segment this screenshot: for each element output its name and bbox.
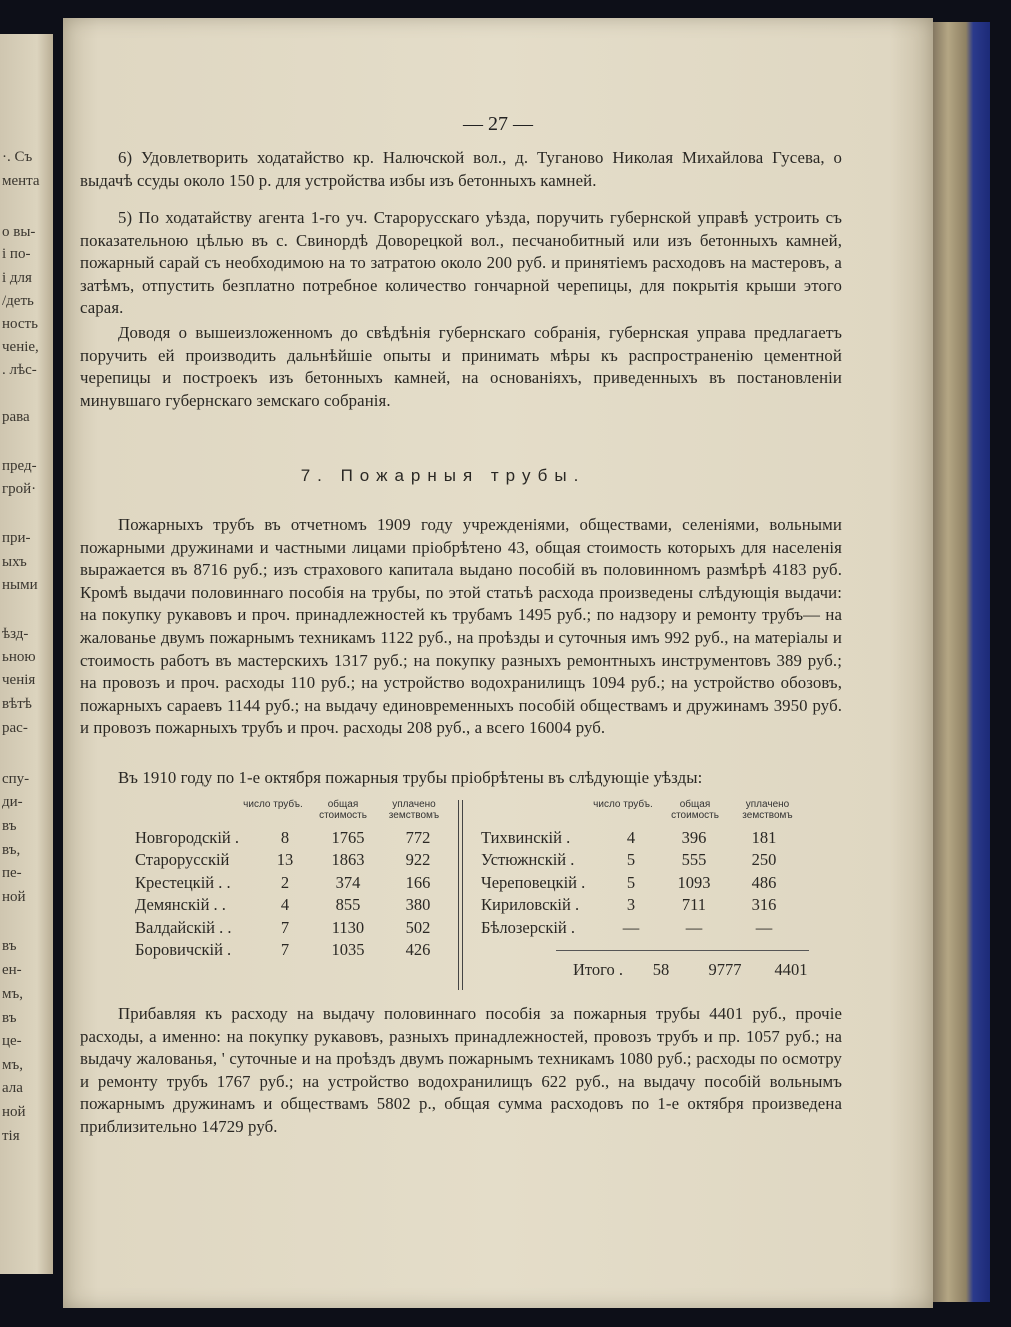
left-page-fragment: і для — [2, 270, 32, 286]
left-page-fragment: въ — [2, 1010, 17, 1026]
left-page-fragment: ала — [2, 1080, 23, 1096]
left-page-fragment: грой· — [2, 481, 37, 497]
table-row — [481, 918, 801, 940]
left-page-fragment: . лѣс- — [2, 362, 37, 378]
paragraph-text: Пожарныхъ трубъ въ отчетномъ 1909 году учрежденіями, обществами, селеніями, вольными пожарными дружинами и частными лицами пріобрѣтено 43, общая стоимость которыхъ для населенія выражается въ 8716 руб.; изъ страхового капитала выдано пособій въ половинномъ размѣрѣ 4183 руб. Кромѣ выдачи половиннаго пособія на трубы, по этой статьѣ расхода произведены слѣдующія выдачи: на покупку рукавовъ и проч. принадлежностей къ трубамъ 1495 руб.; по надзору и ремонту трубъ— на жалованье двумъ пожарнымъ техникамъ 1122 руб., на проѣзды и суточныя имъ 992 руб., на матеріалы и стоимость работъ въ мастерскихъ 1317 руб.; на покупку разныхъ ремонтныхъ инструментовъ 389 руб.; на провозъ и проч. расходы 110 руб.; на устройство водохранилищъ 1094 руб.; на устройство обозовъ, пожарныхъ сараевъ 1144 руб.; на выдачу единовременныхъ пособій обществамъ и дружинамъ 3950 руб. и провозъ пожарныхъ трубъ и проч. расходы 208 руб., а всего 16004 руб. — [80, 515, 842, 738]
zemstvo-paid: 486 — [751, 872, 777, 892]
left-page-fragment: въ, — [2, 842, 21, 858]
zemstvo-paid: 922 — [405, 850, 431, 870]
table-row — [135, 895, 455, 917]
header-cost-left: общая стоимость — [319, 799, 367, 821]
left-page-fragment: ченія — [2, 672, 36, 688]
zemstvo-paid: 380 — [405, 895, 431, 915]
left-page-fragment: /деть — [2, 293, 34, 309]
zemstvo-paid: 502 — [405, 917, 431, 937]
left-page-fragment: і по- — [2, 246, 31, 262]
left-page-fragment: мента — [2, 173, 40, 189]
total-cost: 1035 — [331, 940, 365, 959]
book-edge — [930, 22, 990, 1302]
header-paid-right: уплачено земствомъ — [742, 799, 793, 821]
zemstvo-paid: 772 — [405, 828, 431, 847]
left-page-fragment: при- — [2, 530, 31, 546]
table-divider — [458, 800, 459, 990]
paragraph-1910 — [80, 767, 842, 790]
page-number: — 27 — — [463, 113, 533, 135]
left-page-fragment: ыхъ — [2, 554, 27, 570]
document-page — [63, 18, 933, 1308]
table-row — [135, 828, 455, 850]
left-page-fragment: ной — [2, 1104, 26, 1120]
total-cost: 1765 — [331, 828, 365, 847]
total-cost: 1093 — [677, 872, 711, 892]
section-title: 7. Пожарныя трубы. — [300, 466, 586, 485]
district-name: Демянскій . . — [135, 895, 226, 915]
pump-count: 8 — [280, 828, 290, 847]
total-rule — [556, 950, 809, 951]
paragraph-final — [80, 1003, 842, 1139]
pump-count: 4 — [626, 828, 636, 847]
zemstvo-paid: 316 — [751, 895, 777, 915]
left-page-fragment: въ — [2, 938, 17, 954]
header-paid-left: уплачено земствомъ — [388, 799, 440, 821]
left-page-fragment: мъ, — [2, 986, 23, 1002]
district-name: Кириловскій . — [481, 895, 580, 915]
zemstvo-paid: 166 — [405, 872, 431, 892]
total-cost: 374 — [335, 872, 361, 892]
total-cost: 855 — [335, 895, 361, 915]
district-name: Тихвинскій . — [481, 828, 571, 847]
table-row — [481, 873, 801, 895]
table-row — [481, 895, 801, 917]
pump-count: — — [622, 917, 640, 937]
paragraph-item-5 — [80, 207, 842, 320]
left-page-fragment: мъ, — [2, 1057, 23, 1073]
left-page-fragment: спу- — [2, 771, 30, 787]
left-page-fragment: ность — [2, 316, 38, 332]
paragraph-text: Доводя о вышеизложенномъ до свѣдѣнія губернскаго собранія, губернская управа предлагаетъ поручить ей производить дальнѣйшіе опыты и принимать мѣры къ распространенію цементной черепицы и построекъ изъ бетонныхъ камней, на основаніяхъ, приведенныхъ въ постановленіи минувшаго губернскаго земскаго собранія. — [80, 323, 842, 410]
left-page-fragment: пред- — [2, 458, 37, 474]
district-name: Устюжнскій . — [481, 850, 575, 870]
pump-count: 7 — [280, 917, 290, 937]
total-cost: 1130 — [331, 917, 365, 937]
district-name: Боровичскій . — [135, 940, 232, 959]
table-row — [135, 940, 455, 962]
table-row — [481, 850, 801, 872]
district-name: Новгородскій . — [135, 828, 239, 847]
left-page-fragment: ными — [2, 577, 38, 593]
table-divider — [462, 800, 463, 990]
total-label: Итого . — [572, 960, 623, 979]
header-count-left: число трубъ. — [243, 799, 303, 810]
left-page-fragment: ѣзд- — [2, 626, 29, 642]
header-cost-right: общая стоимость — [671, 799, 719, 821]
pump-count: 3 — [626, 895, 636, 915]
total-cost: 555 — [681, 850, 707, 870]
district-name: Старорусскій — [135, 850, 230, 870]
left-page-fragment: ченіе, — [2, 339, 39, 355]
paragraph-item-6 — [80, 147, 842, 192]
left-page-fragment: ной — [2, 889, 26, 905]
district-name: Валдайскій . . — [135, 917, 232, 937]
total-paid: 4401 — [774, 960, 808, 979]
paragraph-text: 6) Удовлетворить ходатайство кр. Налючской вол., д. Туганово Николая Михайлова Гусева, о выдачѣ ссуды около 150 р. для устройства избы изъ бетонныхъ камней. — [80, 148, 842, 190]
left-page-fragment: ди- — [2, 794, 23, 810]
left-page-fragment: рас- — [2, 720, 28, 736]
pump-count: 5 — [626, 872, 636, 892]
pump-count: 5 — [626, 850, 636, 870]
left-page-fragment: о вы- — [2, 224, 36, 240]
pump-count: 7 — [280, 940, 290, 959]
table-row — [481, 828, 801, 850]
left-page-fragment: ьною — [2, 649, 36, 665]
paragraph-text: Въ 1910 году по 1-е октября пожарныя трубы пріобрѣтены въ слѣдующіе уѣзды: — [118, 768, 703, 787]
total-cost: 1863 — [331, 850, 365, 870]
district-name: Бѣлозерскій . — [481, 917, 576, 937]
paragraph-1909 — [80, 514, 842, 740]
left-page-fragment: въ — [2, 818, 17, 834]
pump-count: 2 — [280, 872, 290, 892]
pump-count: 4 — [280, 895, 290, 915]
paragraph-text: 5) По ходатайству агента 1-го уч. Старорусскаго уѣзда, поручить губернской управѣ устроить съ показательною цѣлью въ с. Свинордѣ Доворецкой вол., песчанобитный или изъ бетонныхъ камней, пожарный сарай съ необходимою на то затратою около 200 руб. и принятіемъ расходовъ на мастеровъ, а затѣмъ, отпустить безплатно потребное количество гончарной черепицы, для покрытія крыши этого сарая. — [80, 208, 842, 318]
table-row — [135, 918, 455, 940]
left-page-edge — [0, 34, 53, 1274]
left-page-fragment: пе- — [2, 865, 22, 881]
district-name: Крестецкій . . — [135, 872, 231, 892]
pump-count: 13 — [276, 850, 294, 870]
total-cost: 396 — [681, 828, 707, 847]
paragraph-text: Прибавляя къ расходу на выдачу половиннаго пособія за пожарныя трубы 4401 руб., прочіе расходы, а именно: на покупку рукавовъ, разныхъ принадлежностей, провозъ трубъ и пр. 1057 руб.; на выдачу жалованья, ' суточные и на проѣздъ двумъ пожарнымъ техникамъ 1080 руб.; расходы по осмотру и ремонту трубъ 1767 руб.; на устройство водохранилищъ 622 руб., на выдачу пособій вольнымъ пожарнымъ дружинамъ и обществамъ 5802 р., общая сумма расходовъ по 1-е октября произведена приблизительно 14729 руб. — [80, 1004, 842, 1136]
zemstvo-paid: 426 — [405, 940, 431, 959]
total-cost: 711 — [681, 895, 707, 915]
left-page-fragment: ·. Съ — [2, 149, 33, 165]
zemstvo-paid: 181 — [751, 828, 777, 847]
zemstvo-paid: 250 — [751, 850, 777, 870]
total-cost: — — [685, 917, 703, 937]
paragraph-report — [80, 322, 842, 412]
total-count: 58 — [652, 960, 670, 979]
table-total-row — [533, 960, 823, 982]
left-page-fragment: тія — [2, 1128, 20, 1144]
left-page-fragment: це- — [2, 1033, 22, 1049]
district-name: Череповецкій . — [481, 872, 586, 892]
table-row — [135, 850, 455, 872]
left-page-fragment: ен- — [2, 962, 22, 978]
left-page-fragment: вѣтѣ — [2, 696, 32, 712]
table-row — [135, 873, 455, 895]
left-page-fragment: рава — [2, 409, 30, 425]
zemstvo-paid: — — [755, 917, 773, 937]
total-cost: 9777 — [708, 960, 742, 979]
header-count-right: число трубъ. — [593, 799, 653, 810]
